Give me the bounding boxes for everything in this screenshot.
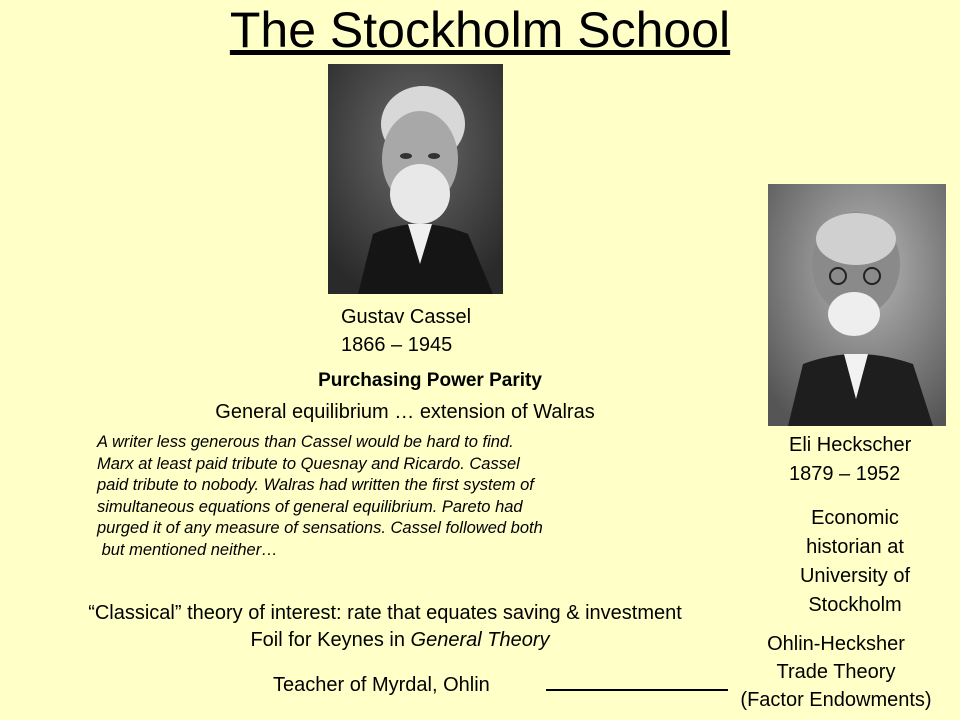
teacher-note: Teacher of Myrdal, Ohlin: [273, 674, 490, 696]
portrait-photo-heckscher-icon: [768, 184, 946, 426]
heckscher-description-line: Economic: [811, 507, 899, 529]
quote-line: paid tribute to nobody. Walras had written the first system of: [97, 476, 534, 495]
quote-line: A writer less generous than Cassel would be hard to find.: [97, 433, 514, 451]
heckscher-description-line: University of: [799, 565, 911, 587]
general-equilibrium-note: General equilibrium … extension of Walras: [215, 401, 595, 423]
page-title: The Stockholm School: [229, 2, 731, 58]
portrait-photo-cassel-icon: [328, 64, 503, 294]
cassel-quote: [97, 432, 697, 562]
connector-line: [546, 689, 728, 691]
quote-line: Marx at least paid tribute to Quesnay and Ricardo. Cassel: [97, 454, 520, 473]
heckscher-description: [760, 504, 950, 620]
cassel-portrait: [328, 64, 503, 294]
trade-theory-note: [716, 630, 956, 714]
keynes-foil-book: General Theory: [410, 629, 550, 651]
cassel-years: 1866 – 1945: [341, 334, 453, 356]
quote-line: but mentioned neither…: [97, 540, 278, 559]
classical-theory-note: “Classical” theory of interest: rate that equates saving & investment: [88, 602, 682, 624]
quote-line: purged it of any measure of sensations. Cassel followed both: [97, 519, 543, 538]
quote-line: simultaneous equations of general equilibrium. Pareto had: [97, 497, 523, 516]
trade-theory-line: Trade Theory: [776, 661, 896, 683]
keynes-foil-prefix: Foil for Keynes in: [250, 629, 411, 651]
heckscher-description-line: Stockholm: [808, 594, 902, 616]
heckscher-portrait: [768, 184, 946, 426]
cassel-name: Gustav Cassel: [341, 306, 472, 328]
keynes-foil-note: [150, 627, 650, 653]
trade-theory-line: Ohlin-Hecksher: [767, 633, 905, 655]
heckscher-description-line: historian at: [806, 536, 904, 558]
trade-theory-line: (Factor Endowments): [740, 689, 932, 711]
purchasing-power-parity: Purchasing Power Parity: [318, 370, 542, 391]
heckscher-years: 1879 – 1952: [789, 463, 901, 485]
heckscher-name: Eli Heckscher: [789, 434, 912, 456]
